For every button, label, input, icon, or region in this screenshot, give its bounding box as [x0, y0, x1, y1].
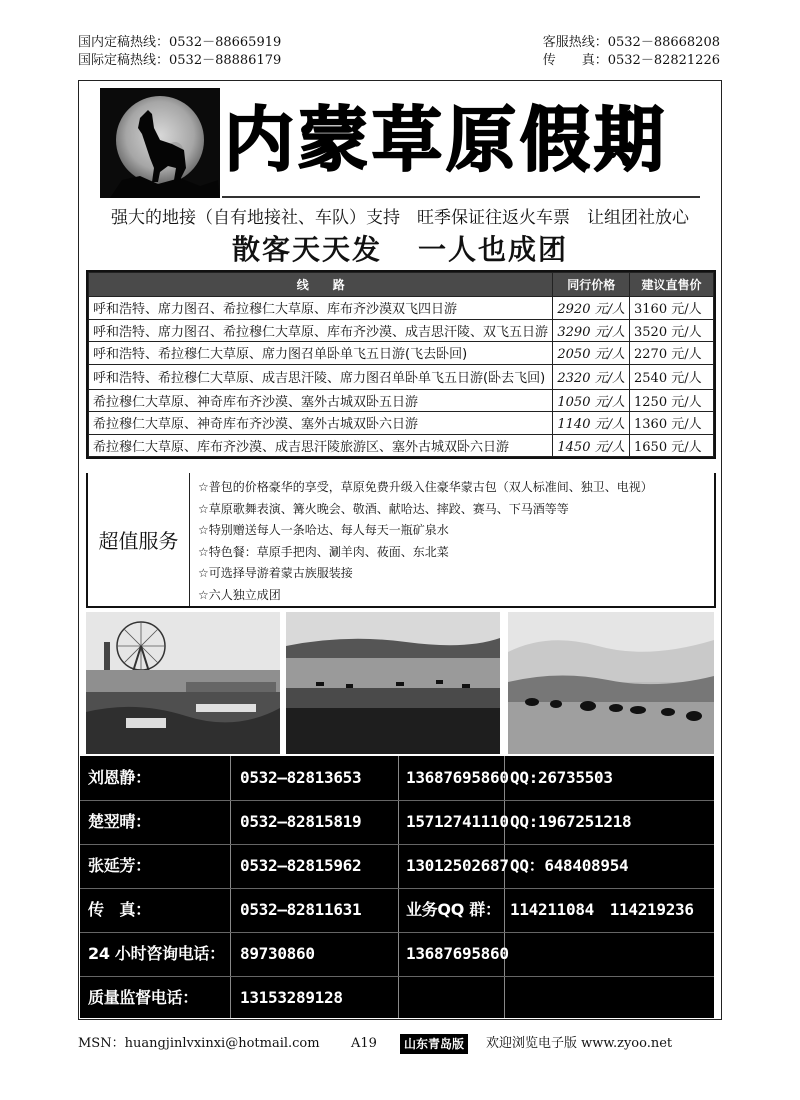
contact-qq: QQ:1967251218: [510, 812, 632, 831]
contact-mobile: 15712741110: [406, 812, 509, 831]
peer-price-cell: 1140 元/人: [553, 412, 630, 435]
route-cell: 呼和浩特、希拉穆仁大草原、席力图召单卧单飞五日游(飞去卧回): [89, 342, 553, 365]
intl-hotline-label: 国际定稿热线：: [78, 53, 170, 68]
list-item: ☆普包的价格豪华的享受，草原免费升级入住豪华蒙古包（双人标准间、独卫、电视）: [198, 480, 653, 494]
route-cell: 呼和浩特、希拉穆仁大草原、成吉思汗陵、席力图召单卧单飞五日游(卧去飞回): [89, 364, 553, 389]
edition-badge: 山东青岛版: [400, 1034, 468, 1054]
hotline-24h-mobile: 13687695860: [406, 944, 509, 963]
route-column-header: 线 路: [89, 273, 553, 297]
quality-supervision-label: 质量监督电话：: [88, 988, 198, 1007]
value-services-label: 超值服务: [88, 473, 190, 606]
list-item: ☆草原歌舞表演、篝火晚会、敬酒、献哈达、摔跤、赛马、下马酒等等: [198, 501, 569, 516]
contact-directory: [80, 756, 714, 1018]
list-item: ☆特别赠送每人一条哈达、每人每天一瓶矿泉水: [198, 523, 449, 537]
grassland-horses-photo: [286, 612, 500, 754]
grassland-horses-image: [286, 612, 500, 754]
route-cell: 呼和浩特、席力图召、希拉穆仁大草原、库布齐沙漠、成吉思汗陵、双飞五日游: [89, 319, 553, 342]
table-row: [89, 389, 714, 412]
table-row: [89, 364, 714, 389]
fax-row-label: 传 真：: [88, 900, 151, 919]
retail-price-cell: 1360 元/人: [630, 412, 714, 435]
contact-name: 刘恩静：: [88, 768, 151, 787]
hotline-24h-label: 24 小时咨询电话：: [88, 944, 225, 963]
business-qq-group-label: 业务QQ 群：: [406, 900, 501, 919]
domestic-hotline-label: 国内定稿热线：: [78, 35, 170, 50]
column-divider: [230, 756, 231, 1018]
wolf-howling-icon: [100, 88, 220, 198]
fax-label: 传 真：: [542, 53, 608, 68]
contact-qq: QQ:26735503: [510, 768, 613, 787]
hotline-24h-phone: 89730860: [240, 944, 315, 963]
page-title: 内蒙草原假期: [224, 99, 668, 181]
retail-price-column-header: 建议直售价: [630, 273, 714, 297]
business-qq-group-numbers: 114211084 114219236: [510, 900, 694, 919]
slogan-one-person-group: 一人也成团: [418, 233, 569, 266]
page-footer: [78, 1034, 722, 1054]
peer-price-cell: 2320 元/人: [553, 364, 630, 389]
msn-contact: MSN：huangjinlvxinxi@hotmail.com: [78, 1036, 320, 1051]
website-link[interactable]: 欢迎浏览电子版 www.zyoo.net: [486, 1036, 673, 1051]
page-number: A19: [351, 1036, 377, 1051]
intl-hotline-number: 0532－88886179: [169, 53, 282, 68]
slogan-line-2: [0, 232, 800, 268]
peer-price-cell: 1450 元/人: [553, 434, 630, 457]
yak-herd-photo: [508, 612, 714, 754]
table-row: [89, 297, 714, 320]
slogan-line-1: 强大的地接（自有地接社、车队）支持 旺季保证往返火车票 让组团社放心: [111, 208, 689, 228]
list-item: ☆六人独立成团: [198, 587, 281, 602]
contact-mobile: 13687695860: [406, 768, 509, 787]
list-item: ☆可选择导游着蒙古族服装接: [198, 566, 353, 580]
slogan-daily-departure: 散客天天发: [231, 233, 382, 266]
peer-price-column-header: 同行价格: [553, 273, 630, 297]
contact-phone: 0532—82815819: [240, 812, 362, 831]
route-cell: 希拉穆仁大草原、神奇库布齐沙漠、塞外古城双卧五日游: [89, 389, 553, 412]
service-hotline-label: 客服热线：: [542, 35, 608, 50]
fax-row-number: 0532—82811631: [240, 900, 362, 919]
contact-qq: QQ：648408954: [510, 856, 629, 875]
retail-price-cell: 1650 元/人: [630, 434, 714, 457]
list-item: ☆特色餐：草原手把肉、涮羊肉、莜面、东北菜: [198, 544, 449, 559]
contact-phone: 0532—82815962: [240, 856, 362, 875]
retail-price-cell: 1250 元/人: [630, 389, 714, 412]
yak-herd-image: [508, 612, 714, 754]
table-row: [89, 342, 714, 365]
service-hotline-number: 0532－88668208: [607, 35, 720, 50]
contact-mobile: 13012502687: [406, 856, 509, 875]
peer-price-cell: 1050 元/人: [553, 389, 630, 412]
service-fax-lines: [543, 34, 720, 70]
table-header-row: [89, 273, 714, 297]
retail-price-cell: 3160 元/人: [630, 297, 714, 320]
peer-price-cell: 3290 元/人: [553, 319, 630, 342]
contact-phone: 0532—82813653: [240, 768, 362, 787]
photo-strip: [86, 612, 714, 754]
table-row: [89, 319, 714, 342]
retail-price-cell: 2540 元/人: [630, 364, 714, 389]
ferris-wheel-city-image: [86, 612, 280, 754]
table-row: [89, 412, 714, 435]
wolf-moon-logo: [100, 88, 220, 198]
peer-price-cell: 2920 元/人: [553, 297, 630, 320]
quality-supervision-phone: 13153289128: [240, 988, 343, 1007]
value-services-box: [86, 473, 716, 608]
contact-name: 楚翌晴：: [88, 812, 151, 831]
fax-number: 0532－82821226: [607, 53, 720, 68]
contact-name: 张延芳：: [88, 856, 151, 875]
column-divider: [398, 756, 399, 1018]
peer-price-cell: 2050 元/人: [553, 342, 630, 365]
table-row: [89, 434, 714, 457]
route-price-table: [86, 270, 716, 459]
route-cell: 希拉穆仁大草原、神奇库布齐沙漠、塞外古城双卧六日游: [89, 412, 553, 435]
domestic-hotline-number: 0532－88665919: [169, 35, 282, 50]
domestic-intl-hotlines: [78, 34, 281, 70]
retail-price-cell: 3520 元/人: [630, 319, 714, 342]
title-rule: [222, 196, 700, 198]
retail-price-cell: 2270 元/人: [630, 342, 714, 365]
city-ferris-wheel-photo: [86, 612, 280, 754]
route-cell: 呼和浩特、席力图召、希拉穆仁大草原、库布齐沙漠双飞四日游: [89, 297, 553, 320]
route-cell: 希拉穆仁大草原、库布齐沙漠、成吉思汗陵旅游区、塞外古城双卧六日游: [89, 434, 553, 457]
